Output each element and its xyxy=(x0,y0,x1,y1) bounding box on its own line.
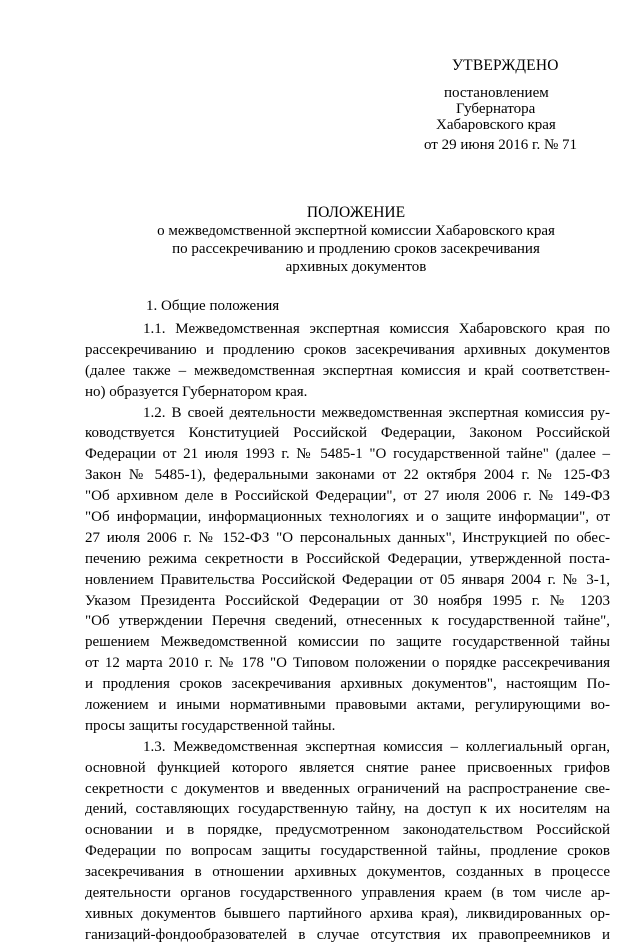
approval-line: постановлением xyxy=(444,85,549,101)
text-line: Федерации по вопросам защиты государственной тайны, продление сроков xyxy=(85,843,610,860)
text-line: Закон № 5485-1), федеральными законами от 22 октября 2004 г. № 125-ФЗ xyxy=(85,467,610,484)
section-heading: 1. Общие положения xyxy=(146,298,280,314)
text-line: печению режима секретности в Российской Федерации, утвержденной поста- xyxy=(85,550,610,567)
text-line: основании и в порядке, предусмотренном законодательством Российской xyxy=(85,822,610,839)
text-line: дений, составляющих государственную тайну, на доступ к их носителям на xyxy=(85,801,610,818)
text-line: просы защиты государственной тайны. xyxy=(85,717,336,734)
approval-stamp: УТВЕРЖДЕНО xyxy=(452,57,559,74)
approval-date: от 29 июня 2016 г. № 71 xyxy=(424,137,578,153)
body-text xyxy=(85,319,610,946)
text-line: "Об архивном деле в Российской Федерации", от 27 июля 2006 г. № 149-ФЗ xyxy=(85,488,610,505)
text-line: "Об утверждении Перечня сведений, отнесенных к государственной тайне", xyxy=(85,613,610,630)
text-line: но) образуется Губернатором края. xyxy=(85,383,308,400)
text-line: 1.2. В своей деятельности межведомственная экспертная комиссия ру- xyxy=(143,404,610,421)
document-subtitle-line: о межведомственной экспертной комиссии Хабаровского края xyxy=(157,223,555,239)
text-line: 1.3. Межведомственная экспертная комиссия – коллегиальный орган, xyxy=(143,738,610,755)
text-line: новлением Правительства Российской Федерации от 05 января 2004 г. № 3-1, xyxy=(85,571,610,588)
text-line: хивных документов бывшего партийного архива края), ликвидированных ор- xyxy=(85,905,610,922)
text-line: основной функцией которого является снятие ранее присвоенных грифов xyxy=(85,759,610,776)
document-subtitle-line: архивных документов xyxy=(285,259,427,275)
text-line: ководствуется Конституцией Российской Федерации, Законом Российской xyxy=(85,425,610,442)
approval-line: Хабаровского края xyxy=(436,117,556,133)
text-line: 27 июля 2006 г. № 152-ФЗ "О персональных данных", Инструкцией по обес- xyxy=(85,529,610,546)
document-subtitle-line: по рассекречиванию и продлению сроков засекречивания xyxy=(172,241,540,257)
text-line: рассекречиванию и продлению сроков засекречивания архивных документов xyxy=(85,341,610,358)
document-title-block xyxy=(0,204,640,276)
text-line: деятельности органов государственного управления краем (в том числе ар- xyxy=(85,885,610,902)
text-line: от 12 марта 2010 г. № 178 "О Типовом положении о порядке рассекречивания xyxy=(85,655,610,672)
approval-line: Губернатора xyxy=(456,101,536,117)
text-line: ганизаций-фондообразователей в случае отсутствия их правопреемников и xyxy=(85,926,610,943)
text-line: "Об информации, информационных технологиях и о защите информации", от xyxy=(85,509,610,526)
text-line: засекречивания в отношении архивных документов, созданных в процессе xyxy=(85,864,610,881)
text-line: 1.1. Межведомственная экспертная комиссия Хабаровского края по xyxy=(143,321,610,337)
text-line: Указом Президента Российской Федерации от 30 ноября 1995 г. № 1203 xyxy=(85,592,610,609)
text-line: Федерации от 21 июля 1993 г. № 5485-1 "О государственной тайне" (далее – xyxy=(85,446,610,463)
document-title: ПОЛОЖЕНИЕ xyxy=(306,204,406,221)
text-line: (далее также – межведомственная экспертная комиссия и край соответствен- xyxy=(85,362,610,379)
text-line: решением Межведомственной комиссии по защите государственной тайны xyxy=(85,634,610,651)
text-line: и продления сроков засекречивания архивных документов", настоящим По- xyxy=(85,676,610,693)
text-line: ложением и иными нормативными правовыми актами, регулирующими во- xyxy=(85,697,610,714)
text-line: секретности с документов и введенных ограничений на распространение све- xyxy=(85,780,610,797)
